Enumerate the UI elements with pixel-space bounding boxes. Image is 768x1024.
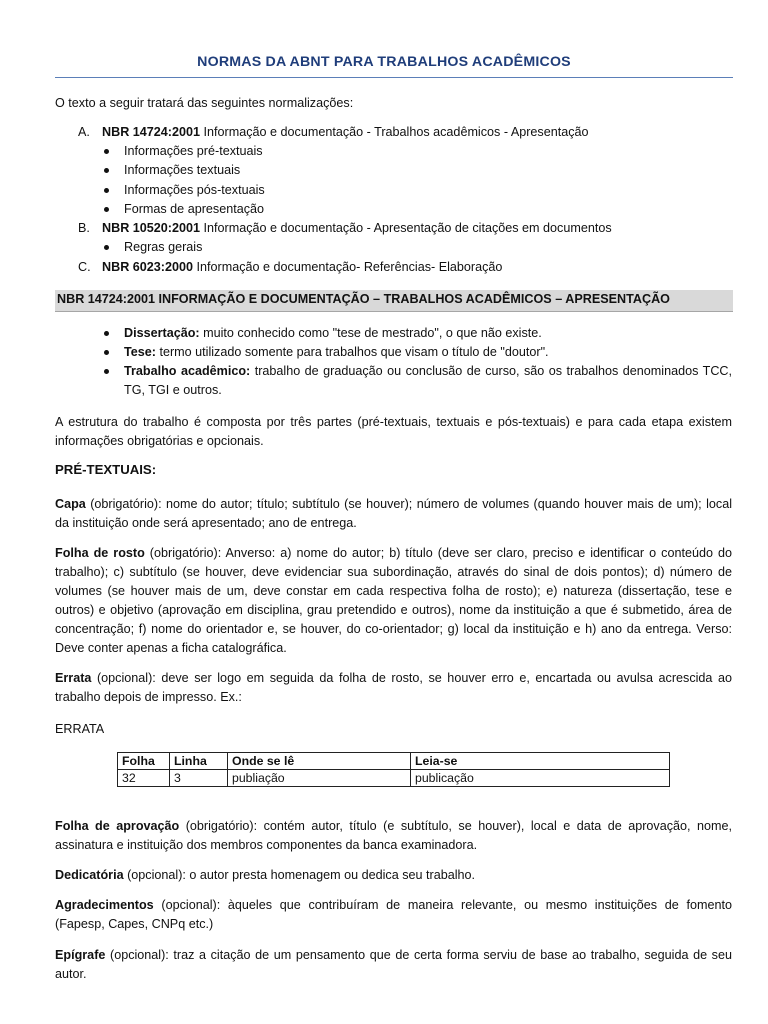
paragraph-term: Dedicatória — [55, 868, 124, 882]
paragraph-text: (obrigatório): contém autor, título (e subtítulo, se houver), local e data de aprovação, nome, assinatura e instituição dos membros componentes da banca examinadora. — [55, 819, 733, 852]
column-header: Folha — [118, 753, 170, 770]
bullet-icon — [104, 188, 109, 193]
definition-term: Tese: — [124, 345, 156, 359]
list-item: Informações pós-textuais — [124, 183, 265, 197]
capa-paragraph — [55, 495, 732, 533]
definition-text: muito conhecido como "tese de mestrado", o que não existe. — [199, 326, 542, 340]
list-item: Formas de apresentação — [124, 202, 265, 216]
pretextual-heading: PRÉ-TEXTUAIS: — [55, 462, 157, 477]
norm-desc: Informação e documentação - Trabalhos acadêmicos - Apresentação — [200, 125, 589, 139]
epigrafe-paragraph — [55, 946, 732, 984]
page-title: NORMAS DA ABNT PARA TRABALHOS ACADÊMICOS — [197, 54, 571, 70]
paragraph-text: (opcional): àqueles que contribuíram de maneira relevante, ou mesmo instituições de fomento (Fapesp, Capes, CNPq etc.) — [55, 898, 732, 931]
list-item: Informações pré-textuais — [124, 144, 263, 158]
paragraph-term: Capa — [55, 497, 86, 511]
definition-item — [124, 343, 732, 362]
norm-desc: Informação e documentação- Referências- Elaboração — [193, 260, 503, 274]
bullet-icon — [104, 207, 109, 212]
intro-text: O texto a seguir tratará das seguintes normalizações: — [55, 96, 354, 110]
norm-code: NBR 10520:2001 — [102, 221, 201, 235]
list-item: Regras gerais — [124, 240, 203, 254]
paragraph-text: (opcional): deve ser logo em seguida da folha de rosto, se houver erro e, encartada ou avulsa acrescida ao trabalho depois de impresso. Ex.: — [55, 671, 732, 704]
errata-table — [117, 752, 670, 787]
bullet-icon — [104, 350, 109, 355]
bullet-icon — [104, 245, 109, 250]
table-cell: 32 — [118, 770, 170, 787]
definition-text: trabalho de graduação ou conclusão de curso, são os trabalhos denominados TCC, TG, TGI e outros. — [124, 364, 733, 397]
paragraph-term: Epígrafe — [55, 948, 106, 962]
definition-term: Trabalho acadêmico: — [124, 364, 251, 378]
norm-code: NBR 6023:2000 — [102, 260, 194, 274]
paragraph-term: Errata — [55, 671, 92, 685]
column-header: Onde se lê — [228, 753, 411, 770]
paragraph-text: (obrigatório): nome do autor; título; subtítulo (se houver); número de volumes (quando houver mais de um); local da instituição onde será apresentado; ano de entrega. — [55, 497, 732, 530]
norm-item — [102, 258, 502, 276]
list-marker: A. — [78, 125, 90, 139]
definition-text: termo utilizado somente para trabalhos que visam o título de "doutor". — [155, 345, 549, 359]
bullet-icon — [104, 168, 109, 173]
section-heading: NBR 14724:2001 INFORMAÇÃO E DOCUMENTAÇÃO – TRABALHOS ACADÊMICOS – APRESENTAÇÃO — [57, 292, 670, 306]
errata-paragraph — [55, 669, 732, 707]
table-cell: publiação — [228, 770, 411, 787]
dedicatoria-paragraph — [55, 866, 732, 885]
table-cell: publicação — [411, 770, 670, 787]
norm-desc: Informação e documentação - Apresentação de citações em documentos — [200, 221, 612, 235]
column-header: Leia-se — [411, 753, 670, 770]
table-header-row — [118, 753, 670, 770]
paragraph-text: (opcional): traz a citação de um pensamento que de certa forma serviu de base ao trabalho, seguida de seu autor. — [55, 948, 732, 981]
folha-rosto-paragraph — [55, 544, 732, 658]
structure-paragraph: A estrutura do trabalho é composta por três partes (pré-textuais, textuais e pós-textuais) e para cada etapa existem informações obrigatórias e opcionais. — [55, 415, 732, 448]
norm-code: NBR 14724:2001 — [102, 125, 201, 139]
bullet-icon — [104, 331, 109, 336]
paragraph-text: (opcional): o autor presta homenagem ou dedica seu trabalho. — [123, 868, 476, 882]
definition-item — [124, 324, 732, 343]
paragraph-term: Folha de rosto — [55, 546, 145, 560]
folha-aprovacao-paragraph — [55, 817, 732, 855]
list-marker: C. — [78, 260, 91, 274]
definition-term: Dissertação: — [124, 326, 200, 340]
paragraph-term: Agradecimentos — [55, 898, 154, 912]
bullet-icon — [104, 149, 109, 154]
norm-item — [102, 219, 612, 237]
table-cell: 3 — [170, 770, 228, 787]
errata-label: ERRATA — [55, 722, 105, 736]
norm-item — [102, 123, 589, 141]
section-heading-band — [55, 290, 733, 312]
table-row — [118, 770, 670, 787]
agradecimentos-paragraph — [55, 896, 732, 934]
definition-item — [124, 362, 732, 399]
paragraph-text: (obrigatório): Anverso: a) nome do autor; b) título (deve ser claro, preciso e identificar o conteúdo do trabalho); c) subtítulo (se houver, deve evidenciar sua subordinação, através do sinal de dois pontos); d) número de volumes (se houver mais de um, deve constar em cada respectiva folha de rosto); e) natureza (dissertação, tese e outros) e objetivo (aprovação em disciplina, grau pretendido e outros), nome da instituição a que é submetido, área de concentração; f) nome do orientador e, se houver, do co-orientador; g) local da instituição e h) ano da entrega. Verso: Deve conter apenas a ficha catalográfica. — [55, 546, 732, 655]
title-underline — [55, 77, 733, 78]
bullet-icon — [104, 369, 109, 374]
list-item: Informações textuais — [124, 163, 241, 177]
column-header: Linha — [170, 753, 228, 770]
paragraph-term: Folha de aprovação — [55, 819, 180, 833]
list-marker: B. — [78, 221, 90, 235]
